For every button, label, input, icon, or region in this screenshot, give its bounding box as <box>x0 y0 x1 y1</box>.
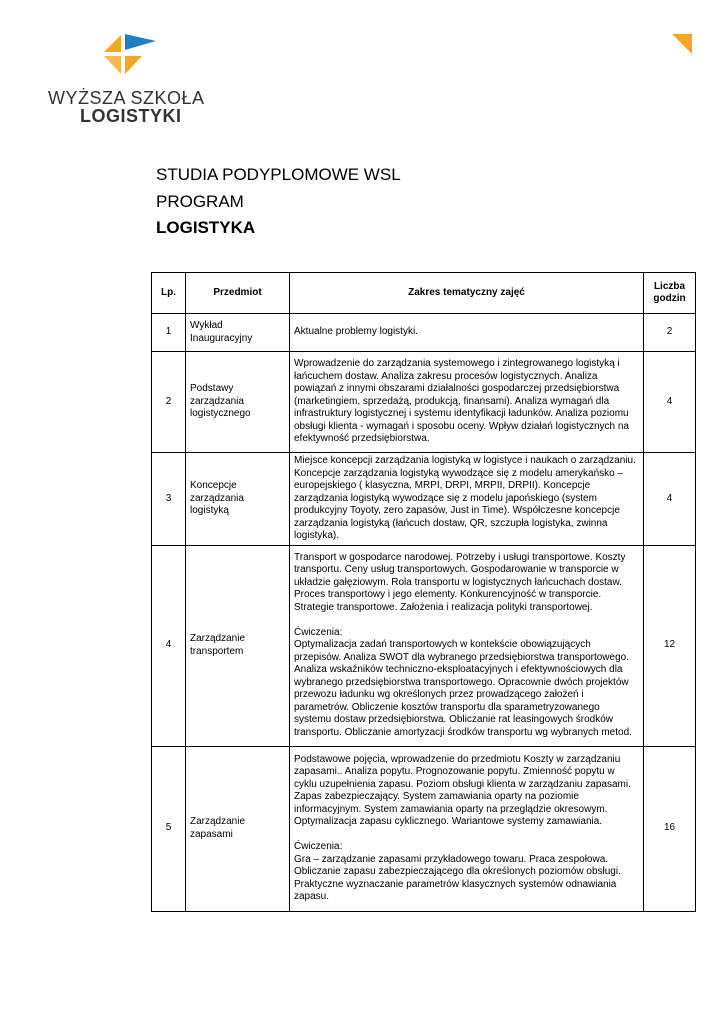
row-number: 5 <box>152 746 186 911</box>
row-hours: 4 <box>644 352 696 453</box>
heading-line2: PROGRAM <box>156 192 244 211</box>
heading-line1: STUDIA PODYPLOMOWE WSL <box>156 165 401 184</box>
logo-text-line2: LOGISTYKI <box>80 106 182 126</box>
corner-triangle-icon <box>672 34 692 54</box>
header-subject: Przedmiot <box>186 273 290 314</box>
table-row <box>152 314 696 352</box>
row-subject: Zarządzanie transportem <box>186 545 290 746</box>
logo-text-line1: WYŻSZA SZKOŁA <box>48 88 205 108</box>
heading-line3: LOGISTYKA <box>156 218 256 237</box>
row-number: 2 <box>152 352 186 453</box>
row-description: Podstawowe pojęcia, wprowadzenie do przedmiotu Koszty w zarządzaniu zapasami.. Analiza popytu. Prognozowanie popytu. Zmienność popytu w cyklu uzupełnienia zapasu. Poziom obsługi klienta w zarządzaniu zapasami. Zapas zabezpieczający. System zamawiania oparty na poziomie informacyjnym. System zamawiania oparty na przeglądzie okresowym. Optymalizacja zapasu cyklicznego. Wariantowe systemy zamawiania. Ćwiczenia: Gra – zarządzanie zapasami przykładowego towaru. Praca zespołowa. Obliczanie zapasu zabezpieczającego dla określonych poziomów obsługi. Praktyczne wyznaczanie parametrów klasycznych systemów odnawiania zapasu. <box>290 746 644 911</box>
row-number: 3 <box>152 453 186 546</box>
row-description: Miejsce koncepcji zarządzania logistyką w logistyce i naukach o zarządzaniu. Koncepcje zarządzania logistyką wywodzące się z modelu amerykańsko – europejskiego ( klasyczna, MRPI, DRPI, MRPII, DRPII). Koncepcje zarządzania logistyką wywodzące się z modelu japońskiego (system produkcyjny Toyoty, zero zapasów, Just in Time). Współczesne koncepcje zarządzania logistyką (łańcuch dostaw, QR, szczupła logistyka, zwinna logistyka). <box>290 453 644 546</box>
table-header-row <box>152 273 696 314</box>
logo-mark-orange-left <box>104 35 121 52</box>
row-hours: 12 <box>644 545 696 746</box>
table-row <box>152 746 696 911</box>
row-subject: Wykład Inauguracyjny <box>186 314 290 352</box>
header-lp: Lp. <box>152 273 186 314</box>
row-number: 1 <box>152 314 186 352</box>
row-description: Wprowadzenie do zarządzania systemowego i zintegrowanego logistyką i łańcuchem dostaw. Analiza zakresu procesów logistycznych. Analiza powiązań z innymi obszarami działalności gospodarczej przedsiębiorstwa (marketingiem, sprzedażą, produkcją, finansami). Analiza wymagań dla infrastruktury logistycznej i systemu identyfikacji ładunków. Analiza poziomu obsługi klienta - wymagań i sposobu oceny. Wpływ działań logistycznych na efektywność przedsiębiorstwa. <box>290 352 644 453</box>
row-description: Transport w gospodarce narodowej. Potrzeby i usługi transportowe. Koszty transportu. Ceny usług transportowych. Gospodarowanie w transporcie w układzie gałęziowym. Rola transportu w logistycznych łańcuchach dostaw. Proces transportowy i jego elementy. Konkurencyjność w transporcie. Strategie transportowe. Założenia i realizacja polityki transportowej. Ćwiczenia: Optymalizacja zadań transportowych w kontekście obowiązujących przepisów. Analiza SWOT dla wybranego przedsiębiorstwa transportowego. Analiza wskaźników techniczno-eksploatacyjnych i efektywnościowych dla wybranego przedsiębiorstwa transportowego. Opracownie dwóch projektów przewozu ładunku wg określonych przez prowadzącego założeń i parametrów. Obliczenie kosztów transportu dla sparametryzowanego systemu dostaw przedsiębiorstwa. Obliczanie rat leasingowych środków transportu. Obliczanie amortyzacji środków transportu wg wybranych metod. <box>290 545 644 746</box>
logo-mark-blue <box>125 34 156 50</box>
table-row <box>152 545 696 746</box>
row-hours: 2 <box>644 314 696 352</box>
school-logo <box>48 30 208 130</box>
row-number: 4 <box>152 545 186 746</box>
row-description: Aktualne problemy logistyki. <box>290 314 644 352</box>
table-row <box>152 453 696 546</box>
row-subject: Podstawy zarządzania logistycznego <box>186 352 290 453</box>
logo-mark-orange-bottom-left <box>104 56 121 74</box>
row-subject: Koncepcje zarządzania logistyką <box>186 453 290 546</box>
header-scope: Zakres tematyczny zajęć <box>290 273 644 314</box>
row-hours: 16 <box>644 746 696 911</box>
program-table <box>151 272 696 912</box>
logo-mark-orange-bottom-right <box>125 56 142 74</box>
row-hours: 4 <box>644 453 696 546</box>
header-hours: Liczba godzin <box>644 273 696 314</box>
row-subject: Zarządzanie zapasami <box>186 746 290 911</box>
table-row <box>152 352 696 453</box>
logo-mark-icon <box>100 30 156 80</box>
